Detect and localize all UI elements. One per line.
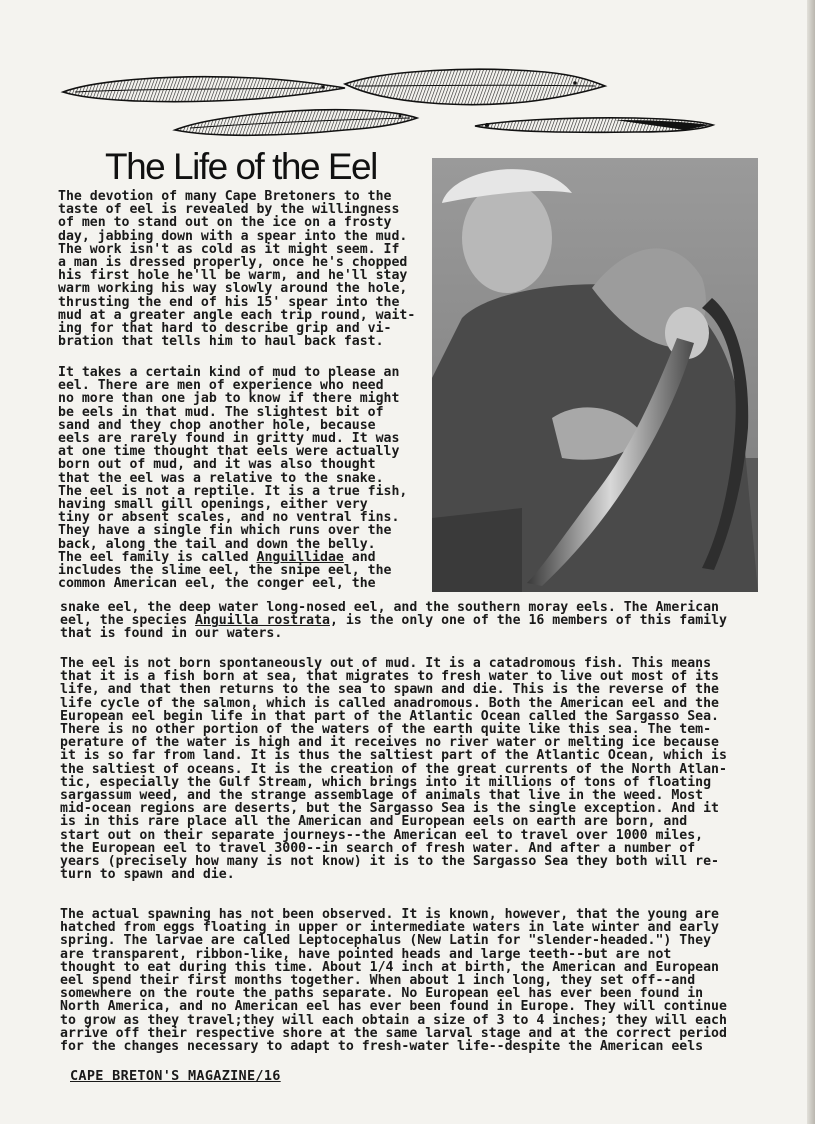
eel-drawing-4 <box>475 118 713 133</box>
text-line: it is so far from land. It is thus the saltiest part of the Atlantic Ocean, which is <box>60 748 727 764</box>
text-line: a man is dressed properly, once he's chopped <box>58 255 408 271</box>
text-line: life, and that then returns to the sea to spawn and die. This is the reverse of the <box>60 682 719 698</box>
text-line: life cycle of the salmon, which is called anadromous. Both the American eel and the <box>60 695 719 711</box>
text-line: includes the slime eel, the snipe eel, the <box>58 563 392 579</box>
text-fragment: , is the only one of the 16 members of this family <box>329 613 727 629</box>
text-line: mud at a greater angle each trip round, wait- <box>58 307 416 323</box>
text-line: sand and they chop another hole, because <box>58 417 376 433</box>
text-line: day, jabbing down with a spear into the mud. <box>58 228 408 244</box>
text-line: to grow as they travel;they will each obtain a size of 3 to 4 inches; they will each <box>60 1012 727 1028</box>
paragraph-2 <box>58 366 407 590</box>
text-line: years (precisely how many is not know) it is to the Sargasso Sea they both will re- <box>60 854 719 870</box>
text-line: his first hole he'll be warm, and he'll stay <box>58 268 408 284</box>
text-line: sargassum weed, and the strange assemblage of animals that live in the weed. Most <box>60 788 704 804</box>
family-name: Anguillidae <box>256 549 344 565</box>
eel-drawing-3 <box>175 110 417 136</box>
text-line: bration that tells him to haul back fast. <box>58 334 384 350</box>
text-line: that is found in our waters. <box>60 626 283 642</box>
species-name: Anguilla rostrata <box>194 613 330 629</box>
text-line: European eel begin life in that part of the Atlantic Ocean called the Sargasso Sea. <box>60 708 719 724</box>
text-line: hatched from eggs floating in upper or intermediate waters in late winter and early <box>60 920 719 936</box>
text-line: snake eel, the deep water long-nosed eel, and the southern moray eels. The American <box>60 600 719 615</box>
text-line: thrusting the end of his 15' spear into the <box>58 294 400 310</box>
text-line: They have a single fin which runs over the <box>58 523 392 539</box>
text-line: It takes a certain kind of mud to please an <box>58 365 400 380</box>
text-line: are transparent, ribbon-like, have pointed heads and large teeth--but are not <box>60 946 672 962</box>
eel-drawings <box>55 62 720 142</box>
text-line: thought to eat during this time. About 1/4 inch at birth, the American and European <box>60 959 719 975</box>
footer-page-label: CAPE BRETON'S MAGAZINE/16 <box>70 1068 281 1084</box>
text-line: start out on their separate journeys--the American eel to travel over 1000 miles, <box>60 827 704 843</box>
text-line: tic, especially the Gulf Stream, which brings into it millions of tons of floating <box>60 774 712 790</box>
text-line: somewhere on the route the paths separate. No European eel has ever been found in <box>60 986 704 1002</box>
eel-drawing-1 <box>63 77 345 102</box>
paragraph-3 <box>60 657 727 881</box>
text-line: that it is a fish born at sea, that migrates to fresh water to live out most of its <box>60 669 719 685</box>
text-line: eel spend their first months together. When about 1 inch long, they set off--and <box>60 973 696 989</box>
text-line: The work isn't as cold as it might seem. If <box>58 241 400 257</box>
text-fragment: and <box>343 549 376 565</box>
paragraph-4 <box>60 908 727 1053</box>
text-line: The eel is not born spontaneously out of mud. It is a catadromous fish. This means <box>60 656 712 671</box>
text-line: The devotion of many Cape Bretoners to the <box>58 189 392 204</box>
text-line: North America, and no American eel has ever been found in Europe. They will continue <box>60 999 727 1015</box>
text-line: tiny or absent scales, and no ventral fins. <box>58 510 400 526</box>
text-line: spring. The larvae are called Leptocephalus (New Latin for "slender-headed.") They <box>60 933 712 949</box>
text-line: for the changes necessary to adapt to fresh-water life--despite the American eels <box>60 1039 704 1055</box>
eel-drawing-2 <box>345 69 605 104</box>
article-title: The Life of the Eel <box>105 146 377 187</box>
text-line: The actual spawning has not been observed. It is known, however, that the young are <box>60 907 719 922</box>
text-line: mid-ocean regions are deserts, but the Sargasso Sea is the single exception. And it <box>60 801 719 817</box>
text-line: common American eel, the conger eel, the <box>58 576 376 592</box>
text-line: that the eel was a relative to the snake. <box>58 470 384 486</box>
text-line: taste of eel is revealed by the willingness <box>58 202 400 218</box>
text-line: having small gill openings, either very <box>58 497 368 513</box>
text-line: be eels in that mud. The slightest bit of <box>58 404 384 420</box>
text-line: eels are rarely found in gritty mud. It was <box>58 431 400 447</box>
text-fragment: eel, the species <box>60 613 195 629</box>
text-line: born out of mud, and it was also thought <box>58 457 376 473</box>
text-line: turn to spawn and die. <box>60 867 235 883</box>
text-line: ing for that hard to describe grip and vi- <box>58 321 392 337</box>
text-line: perature of the water is high and it receives no river water or melting ice because <box>60 735 719 751</box>
text-line: back, along the tail and down the belly. <box>58 536 376 552</box>
text-line: eel. There are men of experience who need <box>58 378 384 394</box>
text-fragment: The eel family is called <box>58 549 257 565</box>
text-line: arrive off their respective shore at the same larval stage and at the correct period <box>60 1025 727 1041</box>
text-line: of men to stand out on the ice on a frosty <box>58 215 392 231</box>
paragraph-2-continued <box>60 601 727 641</box>
text-line: warm working his way slowly around the hole, <box>58 281 408 297</box>
text-line: the European eel to travel 3000--in search of fresh water. And after a number of <box>60 840 696 856</box>
text-line: There is no other portion of the waters of the earth quite like this sea. The tem- <box>60 722 712 738</box>
page-edge <box>807 0 815 1124</box>
text-line: The eel is not a reptile. It is a true fish, <box>58 483 408 499</box>
paragraph-1 <box>58 190 415 348</box>
text-line: is in this rare place all the American and European eels on earth are born, and <box>60 814 688 830</box>
text-line: the saltiest of oceans. It is the creation of the great currents of the North Atlan- <box>60 761 727 777</box>
man-holding-eel-photo <box>432 158 758 592</box>
text-line: no more than one jab to know if there might <box>58 391 400 407</box>
text-line: at one time thought that eels were actually <box>58 444 400 460</box>
